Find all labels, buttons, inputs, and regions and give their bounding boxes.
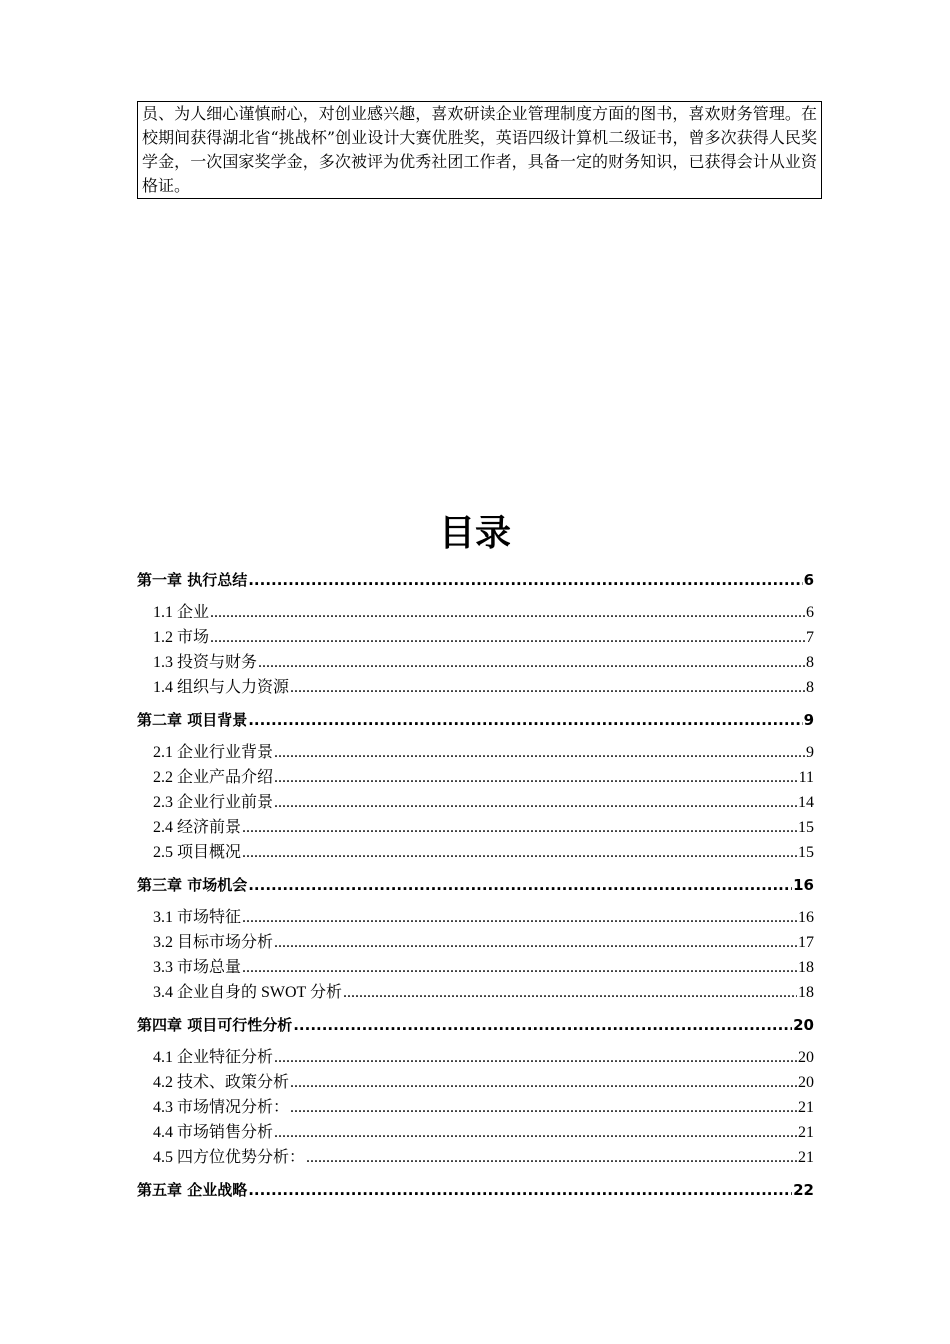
toc-chapter-2[interactable] xyxy=(137,708,814,732)
toc-section-group-2 xyxy=(137,740,814,865)
toc-chapter-label: 第四章 项目可行性分析 xyxy=(137,1016,293,1034)
toc-chapter-label: 第三章 市场机会 xyxy=(137,876,248,894)
toc-section-label: 4.5 四方位优势分析： xyxy=(153,1149,306,1166)
toc-leader-dots xyxy=(248,568,802,592)
toc-section-label: 2.3 企业行业前景 xyxy=(153,794,274,811)
toc-page-number: 9 xyxy=(803,711,814,729)
toc-section[interactable] xyxy=(137,1070,814,1095)
toc-page-number: 20 xyxy=(798,1074,814,1091)
toc-page-number: 16 xyxy=(798,909,814,926)
toc-leader-dots xyxy=(274,930,797,955)
toc-leader-dots xyxy=(274,790,797,815)
toc-page-number: 8 xyxy=(806,679,814,696)
toc-section-label: 3.1 市场特征 xyxy=(153,909,242,926)
toc-leader-dots xyxy=(274,1045,797,1070)
toc-section[interactable] xyxy=(137,815,814,840)
toc-page-number: 8 xyxy=(806,654,814,671)
toc-section-label: 3.3 市场总量 xyxy=(153,959,242,976)
toc-section-label: 2.5 项目概况 xyxy=(153,844,242,861)
toc-section[interactable] xyxy=(137,625,814,650)
toc-page-number: 15 xyxy=(798,844,814,861)
toc-leader-dots xyxy=(258,650,805,675)
toc-leader-dots xyxy=(274,765,798,790)
toc-section[interactable] xyxy=(137,980,814,1005)
toc-chapter-5[interactable] xyxy=(137,1178,814,1202)
toc-page-number: 20 xyxy=(793,1016,814,1034)
toc-section-group-1 xyxy=(137,600,814,700)
toc-leader-dots xyxy=(274,1120,797,1145)
toc-section[interactable] xyxy=(137,650,814,675)
bio-text: 员、为人细心谨慎耐心，对创业感兴趣，喜欢研读企业管理制度方面的图书，喜欢财务管理。在校期间获得湖北省“挑战杯”创业设计大赛优胜奖，英语四级计算机二级证书，曾多次获得人民奖学金，一次国家奖学金，多次被评为优秀社团工作者，具备一定的财务知识，已获得会计从业资格证。 xyxy=(142,104,817,195)
toc-chapter-label: 第二章 项目背景 xyxy=(137,711,248,729)
toc-page-number: 16 xyxy=(793,876,814,894)
toc-section-label: 1.4 组织与人力资源 xyxy=(153,679,290,696)
toc-leader-dots xyxy=(290,1095,797,1120)
toc-chapter-3[interactable] xyxy=(137,873,814,897)
toc-chapter-1[interactable] xyxy=(137,568,814,592)
toc-section[interactable] xyxy=(137,1045,814,1070)
toc-page-number: 21 xyxy=(798,1149,814,1166)
bio-text-box xyxy=(137,101,822,199)
toc-leader-dots xyxy=(290,1070,797,1095)
toc-section[interactable] xyxy=(137,600,814,625)
toc-section[interactable] xyxy=(137,1145,814,1170)
toc-section-label: 4.2 技术、政策分析 xyxy=(153,1074,290,1091)
toc-title: 目录 xyxy=(438,513,511,554)
toc-section-label: 4.3 市场情况分析： xyxy=(153,1099,290,1116)
toc-page-number: 15 xyxy=(798,819,814,836)
toc-section-label: 3.2 目标市场分析 xyxy=(153,934,274,951)
toc-page-number: 22 xyxy=(793,1181,814,1199)
toc-page-number: 18 xyxy=(798,959,814,976)
toc-leader-dots xyxy=(343,980,797,1005)
toc-section-label: 1.3 投资与财务 xyxy=(153,654,258,671)
toc-leader-dots xyxy=(210,625,805,650)
toc-page-number: 21 xyxy=(798,1124,814,1141)
table-of-contents xyxy=(137,568,814,1210)
toc-section[interactable] xyxy=(137,1120,814,1145)
toc-page-number: 11 xyxy=(798,769,814,786)
toc-leader-dots xyxy=(242,905,797,930)
toc-section-label: 4.1 企业特征分析 xyxy=(153,1049,274,1066)
toc-section-group-3 xyxy=(137,905,814,1005)
toc-section[interactable] xyxy=(137,955,814,980)
toc-section[interactable] xyxy=(137,790,814,815)
toc-leader-dots xyxy=(210,600,805,625)
toc-leader-dots xyxy=(242,955,797,980)
toc-leader-dots xyxy=(306,1145,797,1170)
toc-section-label: 2.2 企业产品介绍 xyxy=(153,769,274,786)
toc-section-label: 2.4 经济前景 xyxy=(153,819,242,836)
toc-page-number: 18 xyxy=(798,984,814,1001)
toc-section-label: 2.1 企业行业背景 xyxy=(153,744,274,761)
toc-page-number: 6 xyxy=(803,571,814,589)
toc-leader-dots xyxy=(248,1178,792,1202)
toc-leader-dots xyxy=(290,675,805,700)
toc-page-number: 14 xyxy=(798,794,814,811)
toc-section[interactable] xyxy=(137,905,814,930)
toc-section-label: 1.1 企业 xyxy=(153,604,210,621)
toc-section[interactable] xyxy=(137,675,814,700)
toc-section[interactable] xyxy=(137,740,814,765)
toc-leader-dots xyxy=(274,740,805,765)
toc-leader-dots xyxy=(293,1013,792,1037)
toc-section-label: 1.2 市场 xyxy=(153,629,210,646)
toc-leader-dots xyxy=(248,708,802,732)
toc-section-group-4 xyxy=(137,1045,814,1170)
toc-page-number: 20 xyxy=(798,1049,814,1066)
toc-chapter-label: 第五章 企业战略 xyxy=(137,1181,248,1199)
toc-page-number: 7 xyxy=(806,629,814,646)
toc-section-label: 3.4 企业自身的 SWOT 分析 xyxy=(153,984,343,1001)
toc-page-number: 17 xyxy=(798,934,814,951)
toc-page-number: 6 xyxy=(806,604,814,621)
toc-page-number: 21 xyxy=(798,1099,814,1116)
toc-chapter-label: 第一章 执行总结 xyxy=(137,571,248,589)
toc-leader-dots xyxy=(242,840,797,865)
toc-section-label: 4.4 市场销售分析 xyxy=(153,1124,274,1141)
toc-page-number: 9 xyxy=(806,744,814,761)
toc-section[interactable] xyxy=(137,765,814,790)
toc-leader-dots xyxy=(242,815,797,840)
toc-leader-dots xyxy=(248,873,792,897)
toc-section[interactable] xyxy=(137,930,814,955)
toc-section[interactable] xyxy=(137,840,814,865)
toc-chapter-4[interactable] xyxy=(137,1013,814,1037)
toc-section[interactable] xyxy=(137,1095,814,1120)
